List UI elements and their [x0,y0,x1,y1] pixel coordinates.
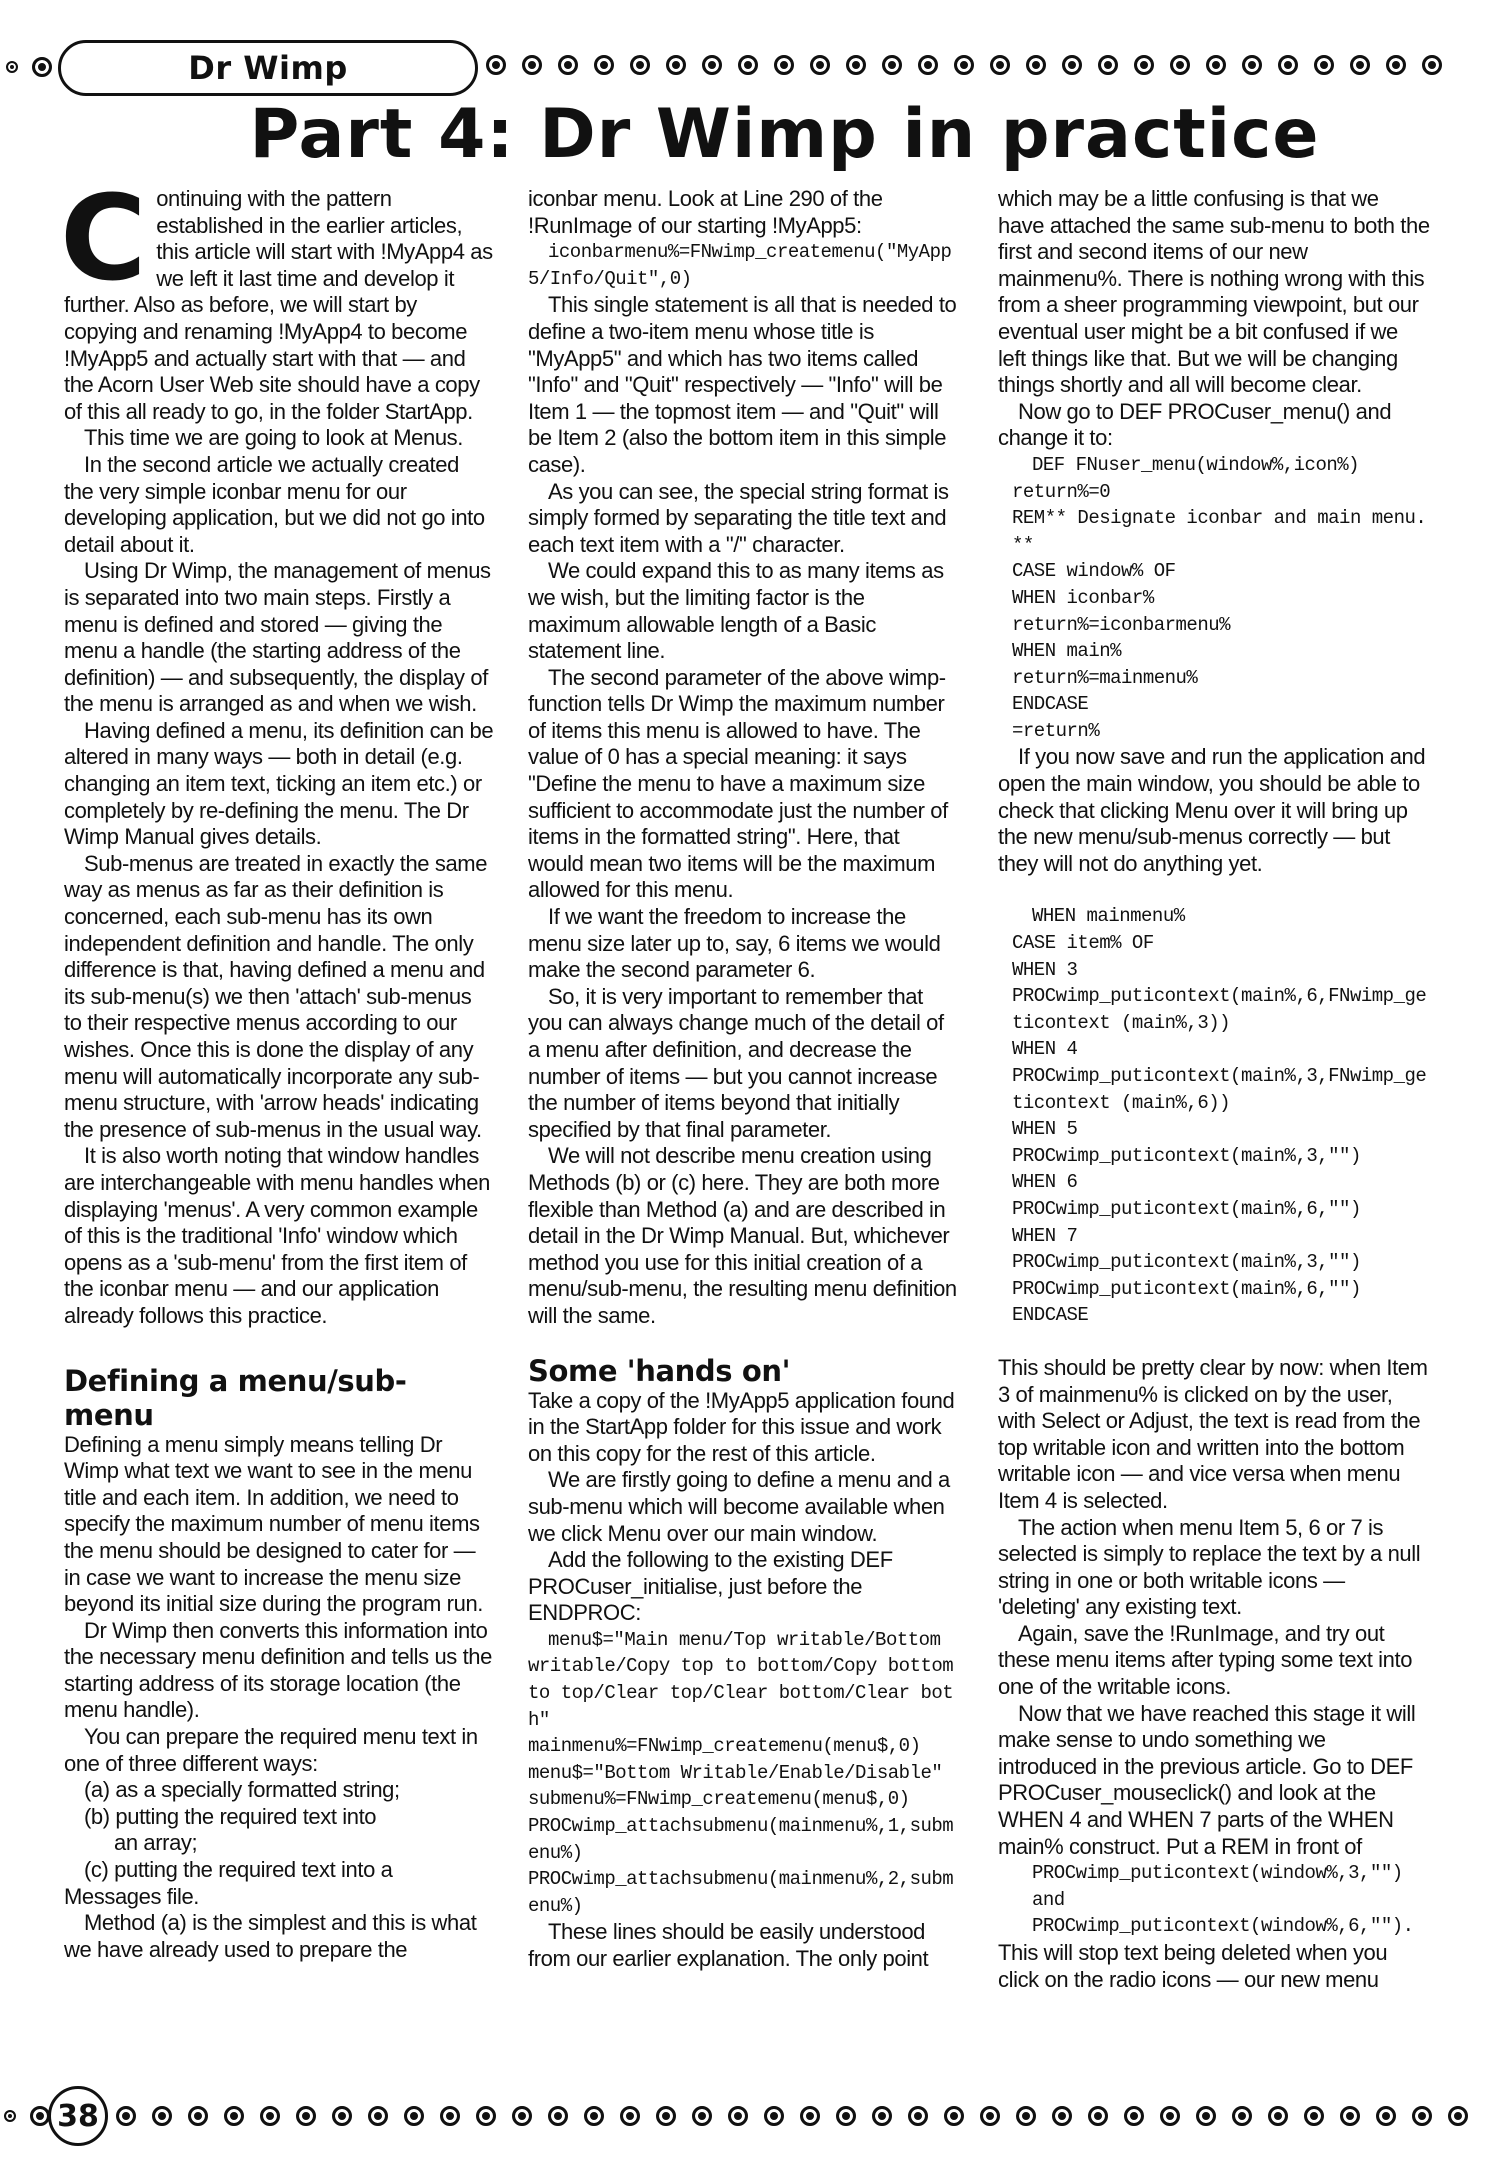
list-item-continued: an array; [114,1830,198,1856]
list-item: (b) putting the required text into [84,1803,377,1829]
top-dot-row-right [486,48,1499,82]
paragraph: Using Dr Wimp, the management of menus is separated into two main steps. Firstly a menu is defined and stored — giving the menu a handle (the starting address of the definition) — and subsequently, the display of the menu is arranged as and when we wish. [64,558,491,717]
ornament-dot [1160,2106,1180,2126]
ornament-dot [954,55,974,75]
paragraph: We are firstly going to define a menu and a sub-menu which will become available when we click Menu over our main window. [528,1467,950,1546]
code-block: menu$="Main menu/Top writable/Bottom writable/Copy top to bottom/Copy bottom to top/Clear top/Clear bottom/Clear both" mainmenu%=FNwimp_createmenu(menu$,0) menu$="Bottom Writable/Enable/Disable" submenu%=FNwimp_createmenu(menu$,0) PROCwimp_attachsubmenu(mainmenu%,1,submenu%) PROCwimp_attachsubmenu(mainmenu%,2,submenu%) [528,1628,954,1917]
ornament-dot [1278,55,1298,75]
ornament-dot [152,2106,172,2126]
code-line: PROCwimp_puticontext(window%,3,"") [1032,1862,1403,1885]
ornament-dot [6,61,18,73]
ornament-dot [666,55,686,75]
ornament-dot [656,2106,676,2126]
intro-paragraph [60,169,494,425]
paragraph: So, it is very important to remember that you can always change much of the detail of a menu after definition, and decrease the number of items — but you cannot increase the number of items beyond that initially specified by that final parameter. [528,983,944,1142]
ornament-dot [476,2106,496,2126]
ornament-dot [558,55,578,75]
ornament-dot [1052,2106,1072,2126]
paragraph: It is also worth noting that window handles are interchangeable with menu handles when displaying 'menus'. A very common example of this is the traditional 'Info' window which opens as a 'sub-menu' from the first item of the iconbar menu — and our application already follows this practice. [64,1143,490,1328]
ornament-dot [980,2106,1000,2126]
ornament-dot [620,2106,640,2126]
ornament-dot [1134,55,1154,75]
spacer [998,1329,1430,1355]
paragraph: Sub-menus are treated in exactly the same way as menus as far as their definition is concerned, each sub-menu has its own independent definition and handle. The only difference is that, having defined a menu and its sub-menu(s) we then 'attach' sub-menus to their respective menus according to our wishes. Once this is done the display of any menu will automatically incorporate any sub-menu structure, with 'arrow heads' indicating the presence of sub-menus in the usual way. [64,850,488,1142]
ornament-dot [1242,55,1262,75]
paragraph: Having defined a menu, its definition can be altered in many ways — both in detail (e.g. changing an item text, ticking an item etc.) or completely by re-defining the menu. The Dr Wimp Manual gives details. [64,717,494,850]
page-number: 38 [48,2086,108,2146]
paragraph: This single statement is all that is needed to define a two-item menu whose title is "MyApp5" and which has two items called "Info" and "Quit" respectively — "Info" will be Item 1 — the topmost item — and "Quit" will be Item 2 (also the bottom item in this simple case). [528,292,957,477]
paragraph: These lines should be easily understood from our earlier explanation. The only point [528,1919,929,1971]
paragraph: which may be a little confusing is that we have attached the same sub-menu to both the first and second items of our new mainmenu%. There is nothing wrong with this from a sheer programming viewpoint, but our eventual user might be a bit confused if we left things like that. But we will be changing things shortly and all will become clear. [998,186,1430,398]
ornament-dot [4,2110,16,2122]
list-item: (a) as a specially formatted string; [84,1777,400,1803]
paragraph: ontinuing with the pattern established in the earlier articles, this article will start with !MyApp4 as we left it last time and develop it further. Also as before, we will start by copying and renaming !MyApp4 to become !MyApp5 and actually start with that — and the Acorn User Web site should have a copy of this all ready to go, in the folder StartApp. [64,186,493,424]
ornament-dot [1088,2106,1108,2126]
paragraph: Add the following to the existing DEF PROCuser_initialise, just before the ENDPROC: [528,1547,893,1626]
paragraph: Now that we have reached this stage it will make sense to undo something we introduced in the previous article. Go to DEF PROCuser_mouseclick() and look at the WHEN 4 and WHEN 7 parts of the WHEN main% construct. Put a REM in front of [998,1700,1416,1859]
paragraph: Take a copy of the !MyApp5 application found in the StartApp folder for this issue and work on this copy for the rest of this article. [528,1387,955,1466]
code-block: WHEN mainmenu% CASE item% OF WHEN 3 PROCwimp_puticontext(main%,6,FNwimp_geticontext (main%,3)) WHEN 4 PROCwimp_puticontext(main%,3,FNwimp_geticontext (main%,6)) WHEN 5 PROCwimp_puticontext(main%,3,"") WHEN 6 PROCwimp_puticontext(main%,6,"") WHEN 7 PROCwimp_puticontext(main%,3,"") PROCwimp_puticontext(main%,6,"") ENDCASE [1012,905,1427,1327]
ornament-dot [1314,55,1334,75]
ornament-dot [872,2106,892,2126]
ornament-dot [548,2106,568,2126]
paragraph: This should be pretty clear by now: when Item 3 of mainmenu% is clicked on by the user, with Select or Adjust, the text is read from the top writable icon and written into the bottom writable icon — and vice versa when menu Item 4 is selected. [998,1354,1428,1513]
ornament-dot [332,2106,352,2126]
drop-cap: C [60,169,147,307]
column-3 [998,186,1430,1993]
ornament-dot [836,2106,856,2126]
code-block: iconbarmenu%=FNwimp_createmenu("MyApp5/Info/Quit",0) [528,241,952,290]
ornament-dot [1098,55,1118,75]
paragraph: We could expand this to as many items as we wish, but the limiting factor is the maximum allowable length of a Basic statement line. [528,558,944,664]
code-block: DEF FNuser_menu(window%,icon%) return%=0 REM** Designate iconbar and main menu. ** CASE window% OF WHEN iconbar% return%=iconbarmenu% WHEN main% return%=mainmenu% ENDCASE =return% [1012,453,1427,742]
ornament-dot [522,55,542,75]
ornament-dot [1350,55,1370,75]
ornament-dot [1268,2106,1288,2126]
ornament-dot [738,55,758,75]
paragraph: You can prepare the required menu text in one of three different ways: [64,1724,478,1776]
ornament-dot [1170,55,1190,75]
paragraph: Now go to DEF PROCuser_menu() and change it to: [998,398,1392,451]
ornament-dot [404,2106,424,2126]
paragraph: This will stop text being deleted when you click on the radio icons — our new menu [998,1940,1388,1992]
paragraph: Dr Wimp then converts this information into the necessary menu definition and tells us the starting address of its storage location (the menu handle). [64,1617,492,1723]
paragraph: The action when menu Item 5, 6 or 7 is selected is simply to replace the text by a null string in one or both writable icons — 'deleting' any existing text. [998,1514,1421,1620]
ornament-dot [1124,2106,1144,2126]
section-tab: Dr Wimp [58,40,478,96]
ornament-dot [918,55,938,75]
list-item: (c) putting the required text into a [84,1857,393,1883]
ornament-dot [774,55,794,75]
paragraph: In the second article we actually created the very simple iconbar menu for our developing application, but we did not go into detail about it. [64,451,485,557]
ornament-dot [944,2106,964,2126]
paragraph: If we want the freedom to increase the menu size later up to, say, 6 items we would make the second parameter 6. [528,904,941,983]
paragraph: If you now save and run the application and open the main window, you should be able to check that clicking Menu over it will bring up the new menu/sub-menus correctly — but they will not do anything yet. [998,744,1426,876]
ornament-dot [1422,55,1442,75]
ornament-dot [224,2106,244,2126]
paragraph: The second parameter of the above wimp-function tells Dr Wimp the maximum number of items this menu is allowed to have. The value of 0 has a special meaning: it says "Define the menu to have a maximum size sufficient to accommodate just the number of items in the formatted string". Here, that would mean two items will be the maximum allowed for this menu. [528,664,948,903]
ornament-dot [1412,2106,1432,2126]
ornament-dot [800,2106,820,2126]
ornament-dot [594,55,614,75]
paragraph: As you can see, the special string format is simply formed by separating the title text and each text item with a "/" character. [528,478,949,557]
ornament-dot [188,2106,208,2126]
paragraph: iconbar menu. Look at Line 290 of the !RunImage of our starting !MyApp5: [528,186,883,238]
ornament-dot [1206,55,1226,75]
bottom-dot-row-right [116,2099,1499,2133]
ornament-dot [630,55,650,75]
ornament-dot [32,57,52,77]
ornament-dot [1376,2106,1396,2126]
ornament-dot [368,2106,388,2126]
ornament-dot [1062,55,1082,75]
list-item-continued: Messages file. [64,1883,200,1909]
subheading: Some 'hands on' [528,1353,791,1388]
paragraph: Again, save the !RunImage, and try out these menu items after typing some text into one of the writable icons. [998,1620,1413,1700]
ornament-dot [260,2106,280,2126]
code-line: and [1032,1888,1065,1911]
paragraph: Method (a) is the simplest and this is what we have already used to prepare the [64,1910,477,1962]
ornament-dot [990,55,1010,75]
ornament-dot [296,2106,316,2126]
subheading: Defining a menu/sub-menu [64,1363,407,1432]
ornament-dot [1448,2106,1468,2126]
ornament-dot [1016,2106,1036,2126]
column-2 [528,186,958,1973]
paragraph: Defining a menu simply means telling Dr Wimp what text we want to see in the menu title and each item. In addition, we need to specify the maximum number of menu items the menu should be designed to cater for — in case we want to increase the menu size beyond its initial size during the program run. [64,1431,483,1617]
ornament-dot [908,2106,928,2126]
ornament-dot [764,2106,784,2126]
paragraph: This time we are going to look at Menus. [84,425,463,451]
ornament-dot [692,2106,712,2126]
page-title: Part 4: Dr Wimp in practice [249,95,1320,174]
ornament-dot [1026,55,1046,75]
spacer [998,877,1430,903]
ornament-dot [846,55,866,75]
ornament-dot [810,55,830,75]
ornament-dot [116,2106,136,2126]
column-1 [60,169,494,1963]
ornament-dot [1386,55,1406,75]
ornament-dot [584,2106,604,2126]
ornament-dot [728,2106,748,2126]
ornament-dot [30,2106,50,2126]
ornament-dot [1232,2106,1252,2126]
ornament-dot [882,55,902,75]
ornament-dot [512,2106,532,2126]
ornament-dot [486,55,506,75]
ornament-dot [1196,2106,1216,2126]
ornament-dot [1304,2106,1324,2126]
code-line: PROCwimp_puticontext(window%,6,""). [1032,1915,1414,1938]
ornament-dot [702,55,722,75]
paragraph: We will not describe menu creation using Methods (b) or (c) here. They are both more flexible than Method (a) and are described in detail in the Dr Wimp Manual. But, whichever method you use for this initial creation of a menu/sub-menu, the resulting menu definition will the same. [528,1143,957,1328]
ornament-dot [440,2106,460,2126]
ornament-dot [1340,2106,1360,2126]
